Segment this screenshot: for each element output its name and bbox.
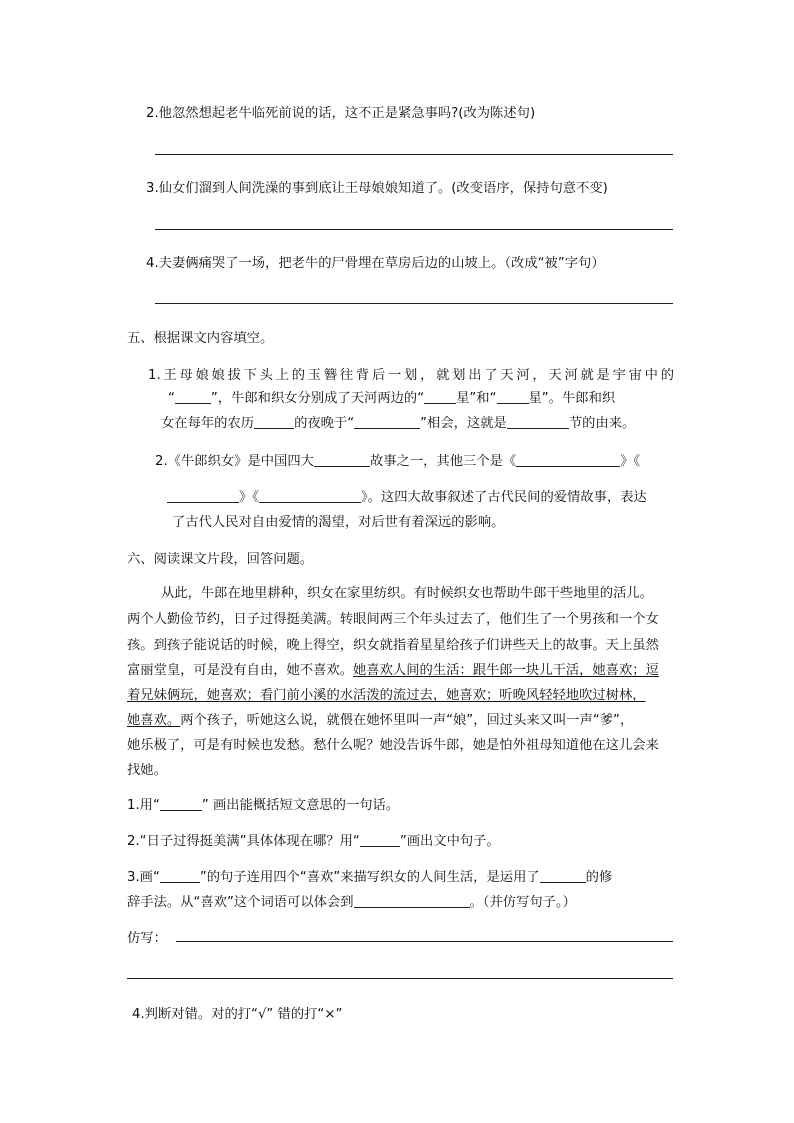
s6-question-4: 4.判断对错。对的打“√” 错的打“×” [132, 1007, 343, 1022]
text: 星”。牛郎和织 [528, 391, 616, 406]
passage-line-8: 找她。 [127, 763, 167, 778]
text: 星”和“ [456, 391, 497, 406]
underlined-key-sentence: 她喜欢人间的生活：跟牛郎一块儿干活，她喜欢；逗 [353, 663, 659, 678]
underlined-key-sentence-end: 她喜欢。 [127, 713, 181, 728]
text: 1.用“ [127, 798, 160, 813]
s5-item2-line1 [155, 450, 640, 469]
imitate-answer-line-2[interactable] [127, 978, 673, 979]
blank-story-2[interactable] [167, 488, 239, 503]
text: ”，牛郎和织女分别成了天河两边的“ [210, 391, 425, 406]
text: 》《 [620, 454, 641, 469]
text: 2.“日子过得挺美满”具体体现在哪？用“ [127, 834, 360, 849]
blank-story-3[interactable] [259, 488, 361, 503]
passage-line-3: 孩。到孩子能说话的时候，晚上得空，织女就指着星星给孩子们讲些天上的故事。天上虽然 [127, 638, 659, 653]
blank-meeting-place[interactable] [354, 414, 420, 429]
passage-line-6 [127, 709, 633, 728]
question-3-text: 3.仙女们溜到人间洗澡的事到底让王母娘娘知道了。(改变语序，保持句意不变) [146, 181, 608, 196]
underline-sample [160, 796, 202, 811]
imitate-label: 仿写： [127, 931, 167, 946]
text: 的修 [585, 870, 613, 885]
passage-line-5: 着兄妹俩玩，她喜欢；看门前小溪的水活泼的流过去，她喜欢；听晚风轻轻地吹过树林， [127, 688, 646, 703]
s6-question-3-line2 [127, 891, 576, 910]
question-4-text: 4.夫妻俩痛哭了一场，把老牛的尸骨埋在草房后边的山坡上。（改成“被”字句） [146, 256, 605, 271]
text: 富丽堂皇，可是没有自由，她不喜欢。 [127, 663, 354, 678]
text: ”相会，这就是 [420, 416, 507, 431]
blank-festival[interactable] [507, 414, 569, 429]
s5-item1-line3 [161, 412, 635, 431]
text: 》。这四大故事叙述了古代民间的爱情故事，表达 [360, 490, 647, 505]
blank-feeling[interactable] [354, 893, 470, 908]
imitate-answer-line-1[interactable] [176, 941, 673, 942]
text: 故事之一，其他三个是《 [369, 454, 517, 469]
blank-star-1[interactable] [424, 389, 456, 404]
passage-line-1: 从此，牛郎在地里耕种，织女在家里纺织。有时候织女也帮助牛郎干些地里的活儿。 [161, 586, 653, 601]
text: 2.《牛郎织女》是中国四大 [155, 454, 314, 469]
text: 》《 [239, 490, 259, 505]
text: 节的由来。 [568, 416, 636, 431]
text: 3.画“ [127, 870, 160, 885]
s5-item1-line2 [168, 387, 615, 406]
text: “ [168, 391, 175, 406]
text: ” 画出能概括短文意思的一句话。 [201, 798, 400, 813]
blank-rhetoric[interactable] [540, 868, 586, 883]
underline-sample [360, 832, 400, 847]
text: 。（并仿写句子。） [469, 895, 576, 910]
s5-item2-line2 [167, 486, 647, 505]
answer-line-q2[interactable] [155, 154, 673, 155]
text: 辞手法。从“喜欢”这个词语可以体会到 [127, 895, 354, 910]
passage-line-4 [127, 659, 659, 678]
text: 两个孩子，听她这么说，就偎在她怀里叫一声“娘”，回过头来又叫一声“爹”， [180, 713, 634, 728]
s5-item2-line3: 了古代人民对自由爱情的渴望，对后世有着深远的影响。 [172, 515, 505, 530]
blank-milky-way-name[interactable] [175, 389, 211, 404]
section-5-title: 五、根据课文内容填空。 [127, 331, 274, 346]
s5-item1-line1: 1.王母娘娘拔下头上的玉簪往背后一划，就划出了天河，天河就是宇宙中的 [148, 368, 674, 383]
text: 女在每年的农历 [161, 416, 255, 431]
question-2-text: 2.他忽然想起老牛临死前说的话，这不正是紧急事吗?(改为陈述句) [146, 106, 536, 121]
s6-question-3-line1 [127, 866, 612, 885]
underline-sample [160, 868, 200, 883]
text: 的夜晚于“ [294, 416, 355, 431]
passage-line-2: 两个人勤俭节约，日子过得挺美满。转眼间两三个年头过去了，他们生了一个男孩和一个女 [127, 612, 659, 627]
passage-line-7: 她乐极了，可是有时候也发愁。愁什么呢？她没告诉牛郎，她是怕外祖母知道他在这儿会来 [127, 738, 659, 753]
answer-line-q3[interactable] [155, 229, 673, 230]
blank-story-1[interactable] [516, 452, 620, 467]
section-6-title: 六、阅读课文片段，回答问题。 [127, 552, 314, 567]
blank-lunar-date[interactable] [254, 414, 294, 429]
text: ”画出文中句子。 [399, 834, 500, 849]
blank-four-great[interactable] [314, 452, 370, 467]
text: ”的句子连用四个“喜欢”来描写织女的人间生活，是运用了 [199, 870, 540, 885]
s6-question-2 [127, 830, 500, 849]
s6-question-1 [127, 794, 399, 813]
blank-star-2[interactable] [497, 389, 529, 404]
answer-line-q4[interactable] [155, 303, 673, 304]
